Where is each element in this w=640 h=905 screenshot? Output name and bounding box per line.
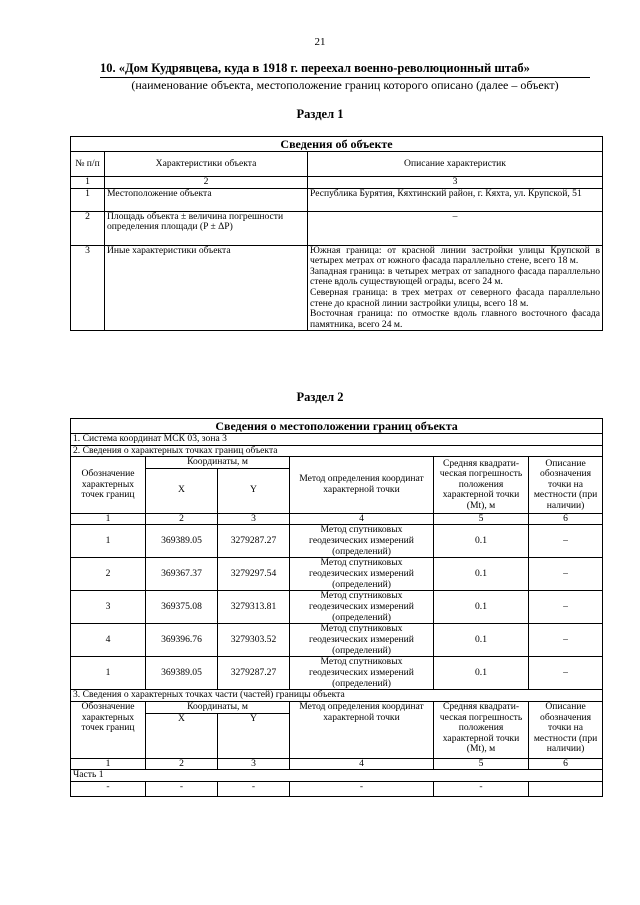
point-y: 3279287.27 bbox=[218, 657, 290, 690]
row-num: 3 bbox=[71, 245, 105, 331]
header-designation: Обозначение характерных точек границ bbox=[71, 701, 146, 758]
header-method: Метод определения координат характерной точки bbox=[290, 457, 434, 514]
point-id: 4 bbox=[71, 624, 146, 657]
row-characteristic: Местоположение объекта bbox=[105, 188, 308, 211]
part-cell: - bbox=[218, 781, 290, 796]
index-cell: 5 bbox=[434, 758, 529, 770]
header-y: Y bbox=[218, 713, 290, 758]
header-designation: Обозначение характерных точек границ bbox=[71, 457, 146, 514]
object-title: 10. «Дом Кудрявцева, куда в 1918 г. переехал военно-революционный штаб» bbox=[100, 61, 590, 78]
object-info-table-title: Сведения об объекте bbox=[71, 137, 603, 152]
boundary-west: Западная граница: в четырех метрах от западного фасада параллельно стене вдоль существующей ограды, всего 24 м. bbox=[310, 265, 601, 288]
header-x: X bbox=[146, 468, 218, 513]
index-cell: 1 bbox=[71, 758, 146, 770]
table-row bbox=[71, 525, 603, 558]
section1-title: Раздел 1 bbox=[296, 107, 344, 121]
point-y: 3279303.52 bbox=[218, 624, 290, 657]
point-id: 1 bbox=[71, 657, 146, 690]
point-x: 369389.05 bbox=[146, 657, 218, 690]
point-desc: – bbox=[529, 657, 603, 690]
index-cell: 3 bbox=[218, 758, 290, 770]
index-cell: 2 bbox=[105, 177, 308, 189]
header-x: X bbox=[146, 713, 218, 758]
index-cell: 5 bbox=[434, 513, 529, 525]
point-x: 369375.08 bbox=[146, 591, 218, 624]
point-desc: – bbox=[529, 624, 603, 657]
part-cell: - bbox=[71, 781, 146, 796]
point-method: Метод спутниковых геодезических измерений (определений) bbox=[290, 624, 434, 657]
row-description: Республика Бурятия, Кяхтинский район, г. Кяхта, ул. Крупской, 51 bbox=[308, 188, 603, 211]
header-y: Y bbox=[218, 468, 290, 513]
part-cell: - bbox=[434, 781, 529, 796]
index-cell: 2 bbox=[146, 758, 218, 770]
index-cell: 3 bbox=[218, 513, 290, 525]
point-error: 0.1 bbox=[434, 591, 529, 624]
header-description: Описание обозначения точки на местности (при наличии) bbox=[529, 701, 603, 758]
point-error: 0.1 bbox=[434, 525, 529, 558]
index-cell: 3 bbox=[308, 177, 603, 189]
point-y: 3279297.54 bbox=[218, 558, 290, 591]
object-subtitle: (наименование объекта, местоположение границ которого описано (далее – объект) bbox=[131, 78, 559, 92]
part-cell: - bbox=[146, 781, 218, 796]
point-method: Метод спутниковых геодезических измерений (определений) bbox=[290, 657, 434, 690]
part-label: Часть 1 bbox=[71, 770, 603, 782]
point-error: 0.1 bbox=[434, 558, 529, 591]
boundary-table bbox=[70, 418, 603, 797]
header-description: Описание характеристик bbox=[308, 152, 603, 177]
index-cell: 6 bbox=[529, 513, 603, 525]
point-x: 369396.76 bbox=[146, 624, 218, 657]
point-method: Метод спутниковых геодезических измерений (определений) bbox=[290, 591, 434, 624]
point-id: 3 bbox=[71, 591, 146, 624]
table-row bbox=[71, 781, 603, 796]
points-info-line: 2. Сведения о характерных точках границ объекта bbox=[71, 445, 603, 457]
table-row bbox=[71, 245, 603, 331]
point-error: 0.1 bbox=[434, 624, 529, 657]
point-id: 2 bbox=[71, 558, 146, 591]
point-desc: – bbox=[529, 525, 603, 558]
row-num: 1 bbox=[71, 188, 105, 211]
point-method: Метод спутниковых геодезических измерений (определений) bbox=[290, 558, 434, 591]
point-desc: – bbox=[529, 591, 603, 624]
point-y: 3279287.27 bbox=[218, 525, 290, 558]
index-cell: 4 bbox=[290, 758, 434, 770]
row-num: 2 bbox=[71, 211, 105, 245]
header-method: Метод определения координат характерной точки bbox=[290, 701, 434, 758]
header-coords: Координаты, м bbox=[146, 457, 290, 469]
header-description: Описание обозначения точки на местности (при наличии) bbox=[529, 457, 603, 514]
boundary-east: Восточная граница: по отмостке вдоль главного восточного фасада памятника, всего 24 м. bbox=[310, 308, 601, 330]
part-cell bbox=[529, 781, 603, 796]
boundary-north: Северная граница: в трех метрах от северного фасада параллельно стене до красной линии застройки улицы, всего 18 м. bbox=[310, 286, 601, 309]
boundary-table-title: Сведения о местоположении границ объекта bbox=[71, 419, 603, 434]
table-row bbox=[71, 657, 603, 690]
index-cell: 1 bbox=[71, 513, 146, 525]
part-cell: - bbox=[290, 781, 434, 796]
header-error: Средняя квадрати-ческая погрешность положения характерной точки (Mt), м bbox=[434, 457, 529, 514]
header-coords: Координаты, м bbox=[146, 701, 290, 713]
table-row bbox=[71, 591, 603, 624]
point-error: 0.1 bbox=[434, 657, 529, 690]
index-cell: 4 bbox=[290, 513, 434, 525]
point-x: 369367.37 bbox=[146, 558, 218, 591]
row-characteristic: Площадь объекта ± величина погрешности определения площади (P ± ΔP) bbox=[105, 211, 308, 245]
index-cell: 1 bbox=[71, 177, 105, 189]
header-num: № п/п bbox=[71, 152, 105, 177]
table-row bbox=[71, 624, 603, 657]
boundary-south: Южная граница: от красной линии застройки улицы Крупской в четырех метрах от южного фасада параллельно стене, всего 18 м. bbox=[310, 244, 601, 267]
object-info-table bbox=[70, 136, 603, 331]
row-description bbox=[308, 245, 603, 331]
page-number: 21 bbox=[314, 36, 326, 48]
table-row bbox=[71, 558, 603, 591]
row-characteristic: Иные характеристики объекта bbox=[105, 245, 308, 331]
part-points-info-line: 3. Сведения о характерных точках части (частей) границы объекта bbox=[71, 690, 603, 702]
point-id: 1 bbox=[71, 525, 146, 558]
row-description: – bbox=[308, 211, 603, 245]
header-error: Средняя квадрати-ческая погрешность положения характерной точки (Mt), м bbox=[434, 701, 529, 758]
point-method: Метод спутниковых геодезических измерений (определений) bbox=[290, 525, 434, 558]
index-cell: 6 bbox=[529, 758, 603, 770]
point-x: 369389.05 bbox=[146, 525, 218, 558]
table-row bbox=[71, 211, 603, 245]
section2-title: Раздел 2 bbox=[296, 390, 344, 404]
index-cell: 2 bbox=[146, 513, 218, 525]
point-y: 3279313.81 bbox=[218, 591, 290, 624]
table-row bbox=[71, 188, 603, 211]
header-characteristic: Характеристики объекта bbox=[105, 152, 308, 177]
point-desc: – bbox=[529, 558, 603, 591]
coord-system-line: 1. Система координат МСК 03, зона 3 bbox=[71, 434, 603, 446]
